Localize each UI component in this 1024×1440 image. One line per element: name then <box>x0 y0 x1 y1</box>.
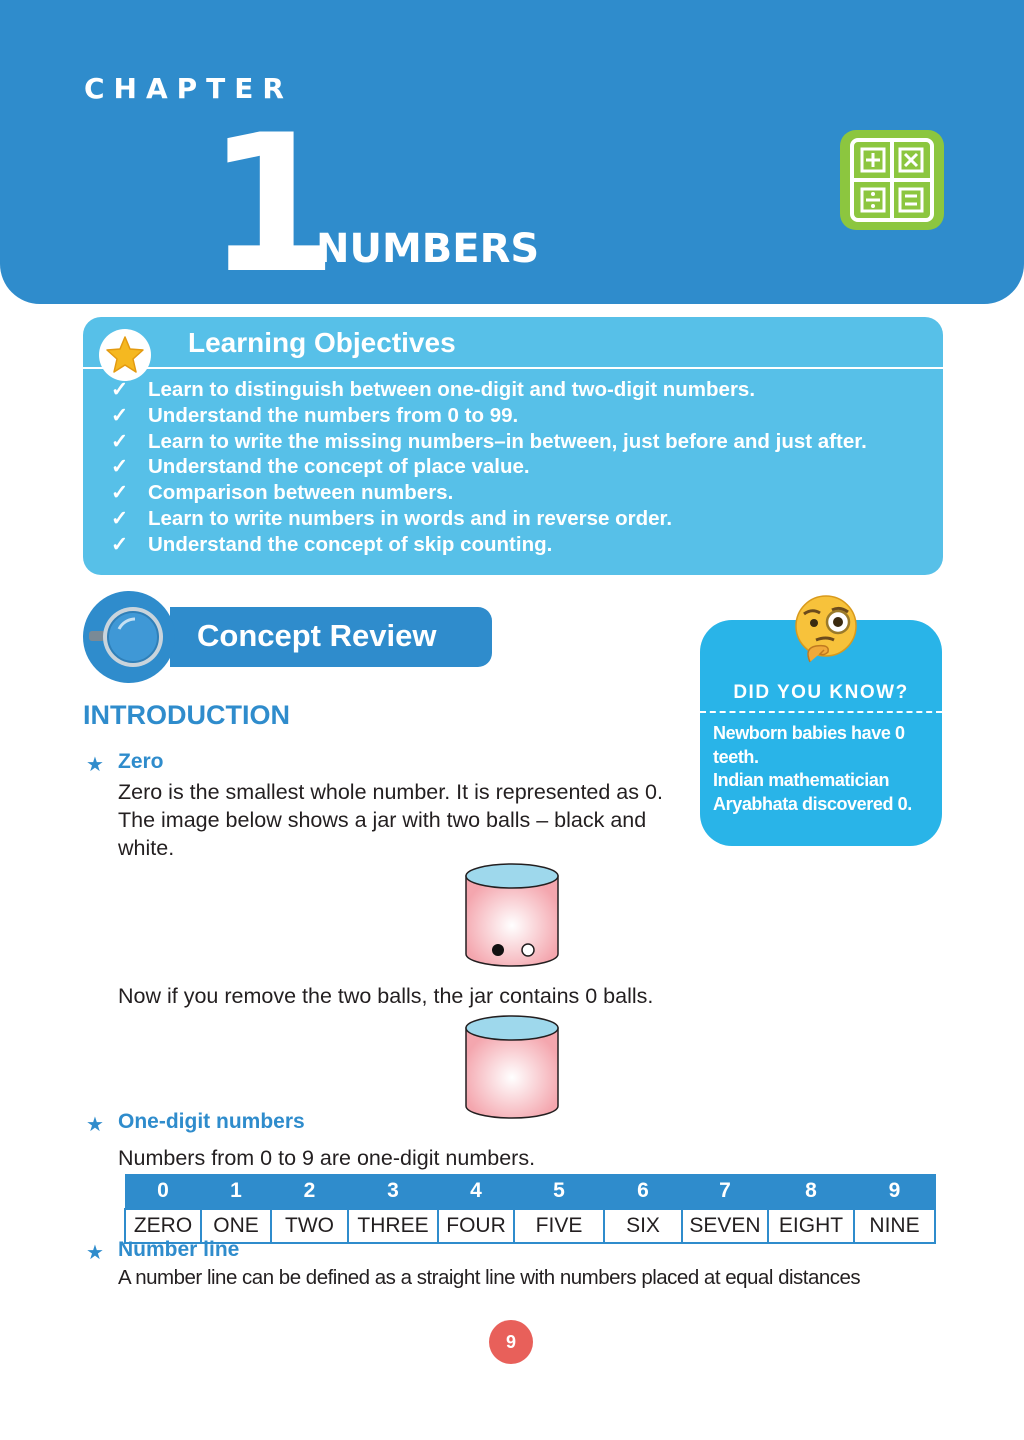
word-cell: SIX <box>604 1209 682 1243</box>
zero-description: Zero is the smallest whole number. It is represented as 0. The image below shows a jar with two balls – black and white. <box>118 780 663 860</box>
word-cell: ZERO <box>125 1209 201 1243</box>
number-line-description: A number line can be defined as a straight line with numbers placed at equal distances <box>118 1266 861 1289</box>
digit-cell: 8 <box>768 1174 854 1209</box>
one-digit-description: Numbers from 0 to 9 are one-digit numbers. <box>118 1146 536 1170</box>
check-icon: ✓ <box>111 532 129 556</box>
word-cell: SEVEN <box>682 1209 768 1243</box>
one-digit-numbers-table <box>124 1174 936 1244</box>
jar-with-two-balls-image <box>464 862 560 968</box>
objectives-title: Learning Objectives <box>188 327 456 358</box>
word-cell: ONE <box>201 1209 271 1243</box>
objective-item: ✓ Learn to distinguish between one-digit and two-digit numbers. <box>111 378 756 401</box>
bullet-star-icon: ★ <box>86 1112 104 1136</box>
bullet-star-icon: ★ <box>86 752 104 776</box>
calculator-icon <box>840 130 944 230</box>
did-you-know-title: DID YOU KNOW? <box>733 682 909 703</box>
digit-cell: 2 <box>271 1174 348 1209</box>
one-digit-heading: One-digit numbers <box>118 1110 305 1133</box>
learning-objectives-box <box>83 317 943 575</box>
check-icon: ✓ <box>111 481 129 505</box>
objective-item: ✓ Understand the concept of skip counting. <box>111 532 553 556</box>
zero-heading: Zero <box>118 750 164 773</box>
thinking-face-icon <box>790 592 862 664</box>
check-icon: ✓ <box>111 429 129 453</box>
word-cell: FOUR <box>438 1209 514 1243</box>
did-you-know-text: Newborn babies have 0 teeth. Indian mathematician Aryabhata discovered 0. <box>713 723 912 814</box>
word-cell: NINE <box>854 1209 935 1243</box>
digit-cell: 6 <box>604 1174 682 1209</box>
check-icon: ✓ <box>111 378 129 401</box>
objective-item: ✓ Learn to write the missing numbers–in between, just before and just after. <box>111 429 867 453</box>
bullet-star-icon: ★ <box>86 1240 104 1264</box>
objective-item: ✓ Comparison between numbers. <box>111 481 454 505</box>
objective-item: ✓ Understand the numbers from 0 to 99. <box>111 403 519 427</box>
page-number: 9 <box>489 1320 533 1364</box>
digit-cell: 9 <box>854 1174 935 1209</box>
chapter-label: CHAPTER <box>84 72 293 105</box>
words-row <box>125 1209 935 1243</box>
check-icon: ✓ <box>111 455 129 479</box>
chapter-title: NUMBERS <box>316 226 540 272</box>
zero-after-text: Now if you remove the two balls, the jar contains 0 balls. <box>118 984 654 1008</box>
word-cell: THREE <box>348 1209 438 1243</box>
chapter-number: 1 <box>206 94 339 315</box>
objectives-list <box>111 377 867 558</box>
word-cell: FIVE <box>514 1209 604 1243</box>
introduction-heading: INTRODUCTION <box>83 700 290 730</box>
check-icon: ✓ <box>111 506 129 530</box>
digit-cell: 4 <box>438 1174 514 1209</box>
digit-cell: 3 <box>348 1174 438 1209</box>
objective-item: ✓ Learn to write numbers in words and in reverse order. <box>111 506 673 530</box>
empty-jar-image <box>464 1014 560 1120</box>
digit-cell: 1 <box>201 1174 271 1209</box>
star-icon <box>99 329 151 381</box>
objective-item: ✓ Understand the concept of place value. <box>111 455 530 479</box>
divider <box>700 711 942 713</box>
digit-cell: 7 <box>682 1174 768 1209</box>
number-line-heading: Number line <box>118 1238 240 1261</box>
digit-cell: 0 <box>125 1174 201 1209</box>
digit-cell: 5 <box>514 1174 604 1209</box>
magnifier-icon <box>83 591 175 683</box>
check-icon: ✓ <box>111 403 129 427</box>
chapter-header <box>0 0 1024 315</box>
digits-row <box>125 1174 935 1209</box>
word-cell: EIGHT <box>768 1209 854 1243</box>
concept-review-title: Concept Review <box>197 618 437 653</box>
word-cell: TWO <box>271 1209 348 1243</box>
